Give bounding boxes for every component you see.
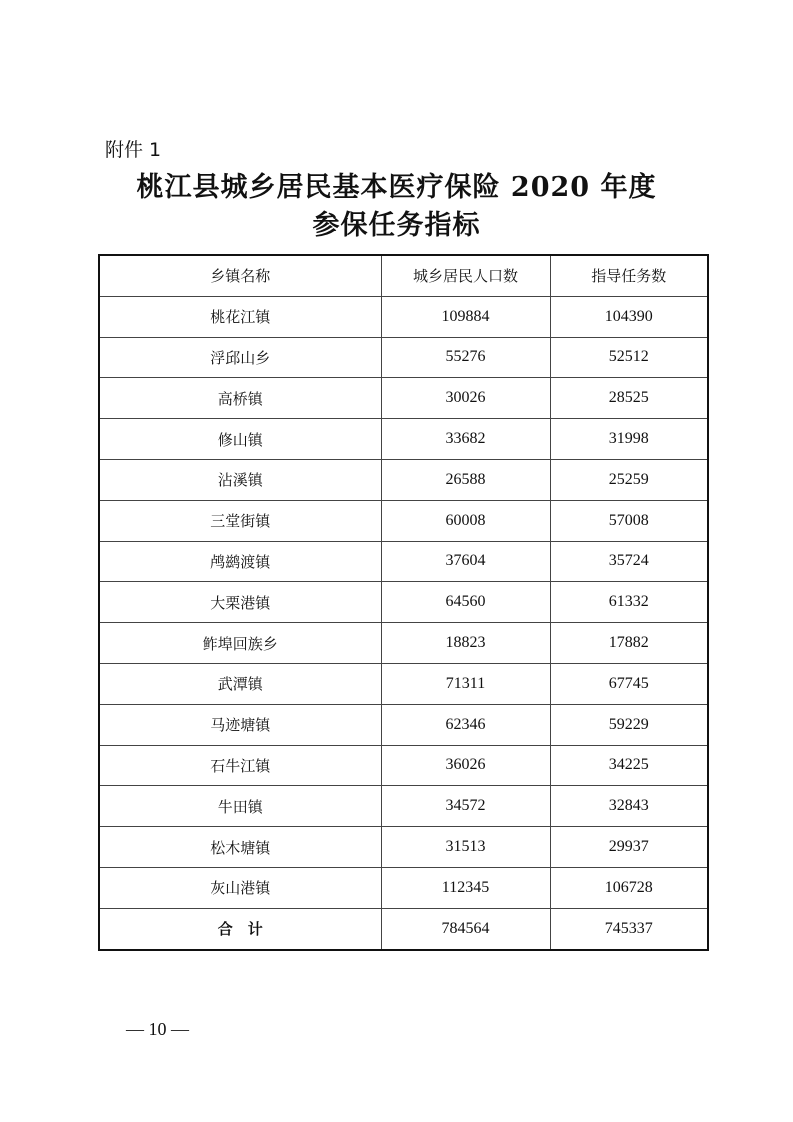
township-name: 鸬鹚渡镇 <box>99 541 381 582</box>
total-task: 745337 <box>550 908 708 949</box>
task-count: 25259 <box>550 459 708 500</box>
document-title-line-1: 桃江县城乡居民基本医疗保险 2020 年度 <box>136 172 657 203</box>
township-name: 灰山港镇 <box>99 867 381 908</box>
table-row <box>99 378 708 419</box>
population-count: 112345 <box>381 867 550 908</box>
table-row <box>99 459 708 500</box>
township-name: 修山镇 <box>99 419 381 460</box>
population-count: 60008 <box>381 500 550 541</box>
column-header-population: 城乡居民人口数 <box>381 255 550 296</box>
page-number: — 10 — <box>126 1019 189 1039</box>
task-count: 67745 <box>550 663 708 704</box>
task-count: 31998 <box>550 419 708 460</box>
column-header-task: 指导任务数 <box>550 255 708 296</box>
table-row <box>99 541 708 582</box>
task-count: 61332 <box>550 582 708 623</box>
township-name: 武潭镇 <box>99 663 381 704</box>
population-count: 31513 <box>381 827 550 868</box>
task-count: 57008 <box>550 500 708 541</box>
task-count: 32843 <box>550 786 708 827</box>
table-row <box>99 582 708 623</box>
population-count: 71311 <box>381 663 550 704</box>
population-count: 18823 <box>381 623 550 664</box>
township-name: 浮邱山乡 <box>99 337 381 378</box>
population-count: 64560 <box>381 582 550 623</box>
task-count: 34225 <box>550 745 708 786</box>
population-count: 55276 <box>381 337 550 378</box>
township-name: 桃花江镇 <box>99 296 381 337</box>
table-row <box>99 623 708 664</box>
table-row <box>99 663 708 704</box>
table-row <box>99 296 708 337</box>
table-row <box>99 745 708 786</box>
population-count: 26588 <box>381 459 550 500</box>
task-count: 17882 <box>550 623 708 664</box>
column-header-township: 乡镇名称 <box>99 255 381 296</box>
task-count: 106728 <box>550 867 708 908</box>
task-count: 29937 <box>550 827 708 868</box>
population-count: 109884 <box>381 296 550 337</box>
population-count: 62346 <box>381 704 550 745</box>
table-row <box>99 337 708 378</box>
table-total-row <box>99 908 708 949</box>
task-count: 52512 <box>550 337 708 378</box>
table-row <box>99 704 708 745</box>
document-title-line-2: 参保任务指标 <box>312 210 481 241</box>
task-count: 104390 <box>550 296 708 337</box>
table-row <box>99 786 708 827</box>
township-name: 大栗港镇 <box>99 582 381 623</box>
table-row <box>99 827 708 868</box>
township-name: 鲊埠回族乡 <box>99 623 381 664</box>
task-count: 28525 <box>550 378 708 419</box>
quota-table <box>98 254 709 951</box>
table-row <box>99 419 708 460</box>
population-count: 33682 <box>381 419 550 460</box>
table-header-row <box>99 255 708 296</box>
total-label: 合 计 <box>99 908 381 949</box>
township-name: 三堂街镇 <box>99 500 381 541</box>
township-name: 石牛江镇 <box>99 745 381 786</box>
population-count: 30026 <box>381 378 550 419</box>
total-population: 784564 <box>381 908 550 949</box>
population-count: 36026 <box>381 745 550 786</box>
township-name: 牛田镇 <box>99 786 381 827</box>
population-count: 34572 <box>381 786 550 827</box>
task-count: 35724 <box>550 541 708 582</box>
township-name: 马迹塘镇 <box>99 704 381 745</box>
table-row <box>99 500 708 541</box>
attachment-label: 附件 1 <box>105 139 162 161</box>
township-name: 沾溪镇 <box>99 459 381 500</box>
township-name: 松木塘镇 <box>99 827 381 868</box>
table-row <box>99 867 708 908</box>
township-name: 高桥镇 <box>99 378 381 419</box>
population-count: 37604 <box>381 541 550 582</box>
task-count: 59229 <box>550 704 708 745</box>
